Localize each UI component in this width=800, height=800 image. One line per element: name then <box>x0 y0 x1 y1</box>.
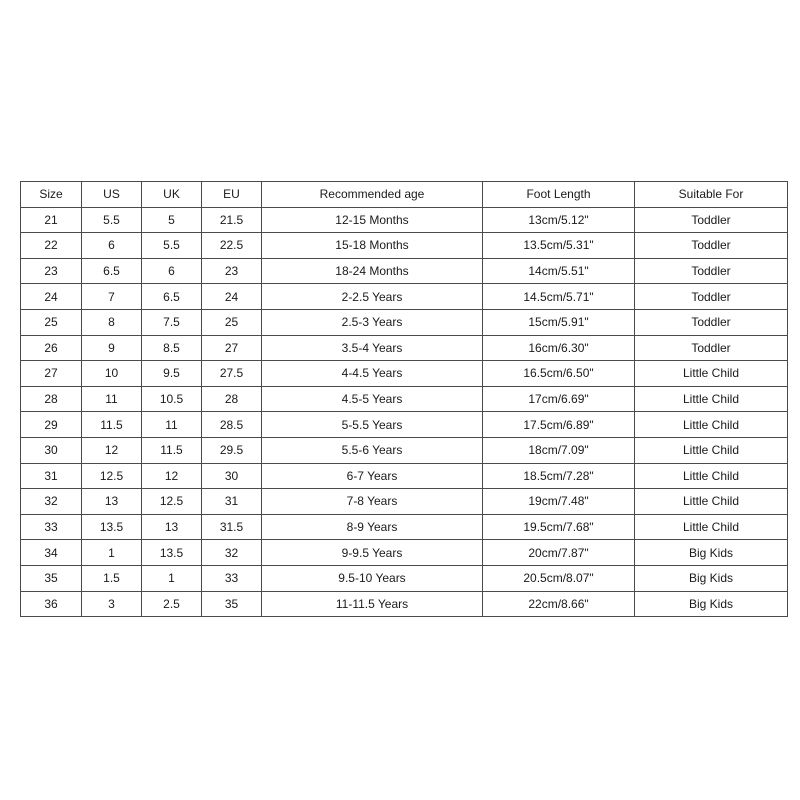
cell-uk: 8.5 <box>142 335 202 361</box>
cell-suitable-for: Toddler <box>635 284 788 310</box>
cell-uk: 7.5 <box>142 309 202 335</box>
cell-us: 6.5 <box>82 258 142 284</box>
cell-size: 27 <box>21 361 82 387</box>
cell-uk: 2.5 <box>142 591 202 617</box>
header-row <box>21 182 788 208</box>
cell-recommended-age: 2.5-3 Years <box>262 309 483 335</box>
table-row <box>21 386 788 412</box>
cell-foot-length: 19cm/7.48" <box>483 489 635 515</box>
cell-eu: 32 <box>202 540 262 566</box>
header-size: Size <box>21 182 82 208</box>
cell-us: 10 <box>82 361 142 387</box>
table-row <box>21 233 788 259</box>
table-row <box>21 361 788 387</box>
cell-size: 36 <box>21 591 82 617</box>
cell-suitable-for: Toddler <box>635 233 788 259</box>
cell-foot-length: 13cm/5.12" <box>483 207 635 233</box>
cell-recommended-age: 6-7 Years <box>262 463 483 489</box>
cell-suitable-for: Big Kids <box>635 591 788 617</box>
cell-suitable-for: Big Kids <box>635 565 788 591</box>
cell-eu: 27 <box>202 335 262 361</box>
cell-suitable-for: Big Kids <box>635 540 788 566</box>
cell-eu: 28.5 <box>202 412 262 438</box>
table-row <box>21 284 788 310</box>
cell-eu: 30 <box>202 463 262 489</box>
cell-us: 3 <box>82 591 142 617</box>
cell-foot-length: 14cm/5.51" <box>483 258 635 284</box>
cell-eu: 29.5 <box>202 437 262 463</box>
size-chart-header <box>21 182 788 208</box>
table-row <box>21 489 788 515</box>
table-row <box>21 335 788 361</box>
cell-recommended-age: 15-18 Months <box>262 233 483 259</box>
cell-eu: 31 <box>202 489 262 515</box>
cell-suitable-for: Toddler <box>635 309 788 335</box>
table-row <box>21 540 788 566</box>
cell-uk: 1 <box>142 565 202 591</box>
cell-size: 29 <box>21 412 82 438</box>
cell-suitable-for: Toddler <box>635 207 788 233</box>
cell-foot-length: 13.5cm/5.31" <box>483 233 635 259</box>
cell-recommended-age: 18-24 Months <box>262 258 483 284</box>
cell-us: 7 <box>82 284 142 310</box>
cell-suitable-for: Toddler <box>635 335 788 361</box>
cell-eu: 35 <box>202 591 262 617</box>
cell-eu: 23 <box>202 258 262 284</box>
cell-eu: 27.5 <box>202 361 262 387</box>
table-row <box>21 207 788 233</box>
cell-uk: 5 <box>142 207 202 233</box>
table-row <box>21 591 788 617</box>
cell-recommended-age: 5.5-6 Years <box>262 437 483 463</box>
cell-us: 11 <box>82 386 142 412</box>
table-row <box>21 463 788 489</box>
cell-size: 23 <box>21 258 82 284</box>
cell-suitable-for: Little Child <box>635 514 788 540</box>
table-row <box>21 258 788 284</box>
cell-foot-length: 16.5cm/6.50" <box>483 361 635 387</box>
cell-us: 12.5 <box>82 463 142 489</box>
cell-eu: 28 <box>202 386 262 412</box>
cell-us: 13 <box>82 489 142 515</box>
cell-uk: 13.5 <box>142 540 202 566</box>
cell-eu: 33 <box>202 565 262 591</box>
cell-us: 6 <box>82 233 142 259</box>
cell-suitable-for: Little Child <box>635 412 788 438</box>
table-row <box>21 437 788 463</box>
cell-size: 31 <box>21 463 82 489</box>
cell-recommended-age: 7-8 Years <box>262 489 483 515</box>
cell-uk: 9.5 <box>142 361 202 387</box>
cell-uk: 6 <box>142 258 202 284</box>
cell-us: 1.5 <box>82 565 142 591</box>
cell-recommended-age: 2-2.5 Years <box>262 284 483 310</box>
cell-uk: 13 <box>142 514 202 540</box>
cell-foot-length: 18cm/7.09" <box>483 437 635 463</box>
cell-uk: 6.5 <box>142 284 202 310</box>
header-foot-length: Foot Length <box>483 182 635 208</box>
cell-recommended-age: 12-15 Months <box>262 207 483 233</box>
cell-recommended-age: 5-5.5 Years <box>262 412 483 438</box>
cell-suitable-for: Little Child <box>635 463 788 489</box>
cell-us: 1 <box>82 540 142 566</box>
cell-recommended-age: 4-4.5 Years <box>262 361 483 387</box>
header-uk: UK <box>142 182 202 208</box>
cell-us: 11.5 <box>82 412 142 438</box>
cell-size: 30 <box>21 437 82 463</box>
cell-size: 32 <box>21 489 82 515</box>
cell-us: 13.5 <box>82 514 142 540</box>
cell-foot-length: 20cm/7.87" <box>483 540 635 566</box>
cell-us: 9 <box>82 335 142 361</box>
cell-size: 34 <box>21 540 82 566</box>
cell-suitable-for: Little Child <box>635 437 788 463</box>
cell-suitable-for: Little Child <box>635 386 788 412</box>
cell-suitable-for: Toddler <box>635 258 788 284</box>
cell-size: 21 <box>21 207 82 233</box>
cell-eu: 24 <box>202 284 262 310</box>
cell-foot-length: 15cm/5.91" <box>483 309 635 335</box>
header-recommended-age: Recommended age <box>262 182 483 208</box>
cell-recommended-age: 4.5-5 Years <box>262 386 483 412</box>
cell-uk: 11 <box>142 412 202 438</box>
cell-size: 25 <box>21 309 82 335</box>
cell-recommended-age: 9.5-10 Years <box>262 565 483 591</box>
cell-size: 35 <box>21 565 82 591</box>
cell-eu: 21.5 <box>202 207 262 233</box>
cell-size: 22 <box>21 233 82 259</box>
cell-uk: 10.5 <box>142 386 202 412</box>
cell-recommended-age: 8-9 Years <box>262 514 483 540</box>
size-chart-body <box>21 207 788 617</box>
cell-uk: 12.5 <box>142 489 202 515</box>
header-us: US <box>82 182 142 208</box>
table-row <box>21 412 788 438</box>
cell-size: 33 <box>21 514 82 540</box>
cell-foot-length: 17.5cm/6.89" <box>483 412 635 438</box>
cell-foot-length: 16cm/6.30" <box>483 335 635 361</box>
cell-suitable-for: Little Child <box>635 361 788 387</box>
size-chart-table <box>20 181 788 617</box>
cell-uk: 11.5 <box>142 437 202 463</box>
cell-recommended-age: 11-11.5 Years <box>262 591 483 617</box>
table-row <box>21 514 788 540</box>
cell-us: 12 <box>82 437 142 463</box>
cell-uk: 12 <box>142 463 202 489</box>
cell-eu: 31.5 <box>202 514 262 540</box>
cell-foot-length: 22cm/8.66" <box>483 591 635 617</box>
cell-eu: 22.5 <box>202 233 262 259</box>
cell-us: 8 <box>82 309 142 335</box>
cell-eu: 25 <box>202 309 262 335</box>
cell-size: 26 <box>21 335 82 361</box>
header-suitable-for: Suitable For <box>635 182 788 208</box>
cell-foot-length: 18.5cm/7.28" <box>483 463 635 489</box>
cell-us: 5.5 <box>82 207 142 233</box>
cell-foot-length: 20.5cm/8.07" <box>483 565 635 591</box>
cell-recommended-age: 3.5-4 Years <box>262 335 483 361</box>
table-row <box>21 309 788 335</box>
cell-uk: 5.5 <box>142 233 202 259</box>
cell-foot-length: 17cm/6.69" <box>483 386 635 412</box>
cell-suitable-for: Little Child <box>635 489 788 515</box>
cell-foot-length: 19.5cm/7.68" <box>483 514 635 540</box>
header-eu: EU <box>202 182 262 208</box>
cell-size: 28 <box>21 386 82 412</box>
cell-size: 24 <box>21 284 82 310</box>
cell-recommended-age: 9-9.5 Years <box>262 540 483 566</box>
table-row <box>21 565 788 591</box>
cell-foot-length: 14.5cm/5.71" <box>483 284 635 310</box>
